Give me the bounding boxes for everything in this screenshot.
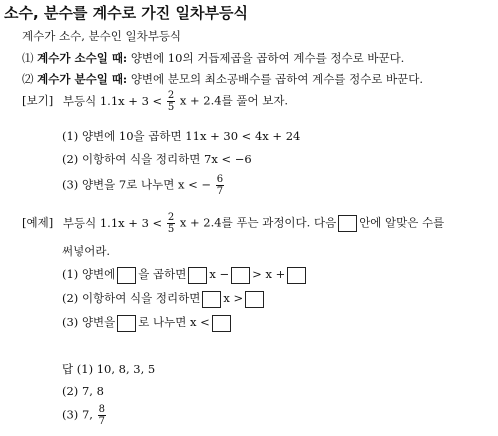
answer-line-2: (2) 7, 8 [62, 384, 104, 398]
rule-decimal [22, 50, 404, 66]
answer-blank-box [231, 267, 250, 284]
rule-bold-label: 계수가 분수일 때: [37, 72, 128, 86]
example-tag: [보기] [22, 93, 54, 108]
fraction-denominator: 5 [167, 224, 175, 235]
exercise-question-1 [62, 266, 308, 284]
step3-prefix: (3) 양변을 7로 나누면 x < − [62, 177, 212, 192]
q3-text-a: (3) 양변을 [62, 315, 116, 329]
answer-blank-box [188, 267, 207, 284]
page-title: 소수, 분수를 계수로 가진 일차부등식 [4, 4, 248, 22]
exercise-tag: [예제] [22, 215, 54, 230]
example-step-2: (2) 이항하여 식을 정리하면 7x < −6 [62, 152, 252, 166]
exercise-header [22, 212, 444, 235]
rule-text: 양변에 10의 거듭제곱을 곱하여 계수를 정수로 바꾼다. [130, 51, 405, 65]
step3-fraction [216, 174, 224, 197]
q1-text-d: > x + [252, 267, 286, 281]
example-step-3 [62, 174, 225, 197]
q2-text-b: x > [223, 291, 244, 305]
example-tail: x + 2.4를 풀어 보자. [179, 93, 289, 108]
fraction-numerator: 6 [216, 174, 224, 185]
intro-line: 계수가 소수, 분수인 일차부등식 [22, 29, 182, 43]
fraction-denominator: 7 [98, 416, 105, 427]
answer-blank-box [202, 291, 221, 308]
q3-text-b: 로 나누면 x < [138, 315, 210, 329]
exercise-lead: 부등식 1.1x + 3 < [62, 215, 163, 230]
example-lead: 부등식 1.1x + 3 < [62, 93, 163, 108]
exercise-fraction [167, 212, 175, 235]
answer-blank-box [287, 267, 306, 284]
exercise-tail-b: 안에 알맞은 수를 [359, 215, 445, 230]
rule-fraction [22, 71, 423, 87]
exercise-question-2 [62, 290, 266, 308]
rule-marker: ⑴ [22, 51, 34, 65]
fraction-numerator: 2 [167, 90, 175, 101]
fraction-numerator: 8 [98, 404, 105, 415]
example-fraction [167, 90, 175, 113]
exercise-line-2: 써넣어라. [62, 244, 111, 258]
rule-marker: ⑵ [22, 72, 34, 86]
answer-line-1: 답 (1) 10, 8, 3, 5 [62, 362, 156, 376]
fraction-numerator: 2 [167, 212, 175, 223]
answer-blank-box [117, 315, 136, 332]
rule-text: 양변에 분모의 최소공배수를 곱하여 계수를 정수로 바꾼다. [130, 72, 424, 86]
fraction-denominator: 5 [167, 102, 175, 113]
answer-line-3 [62, 404, 107, 427]
q1-text-a: (1) 양변에 [62, 267, 116, 281]
exercise-tail-a: x + 2.4를 푸는 과정이다. 다음 [179, 215, 337, 230]
example-header [22, 90, 288, 113]
rule-bold-label: 계수가 소수일 때: [37, 51, 128, 65]
q2-text-a: (2) 이항하여 식을 정리하면 [62, 291, 201, 305]
q1-text-b: 을 곱하면 [138, 267, 187, 281]
answer-blank-box [117, 267, 136, 284]
fraction-denominator: 7 [216, 186, 224, 197]
answer3-fraction [98, 404, 106, 427]
q1-text-c: x − [209, 267, 230, 281]
answer3-prefix: (3) 7, [62, 407, 93, 422]
answer-blank-box [212, 315, 231, 332]
example-step-1: (1) 양변에 10을 곱하면 11x + 30 < 4x + 24 [62, 129, 301, 143]
answer-blank-box [245, 291, 264, 308]
blank-box [338, 215, 357, 232]
exercise-question-3 [62, 314, 233, 332]
